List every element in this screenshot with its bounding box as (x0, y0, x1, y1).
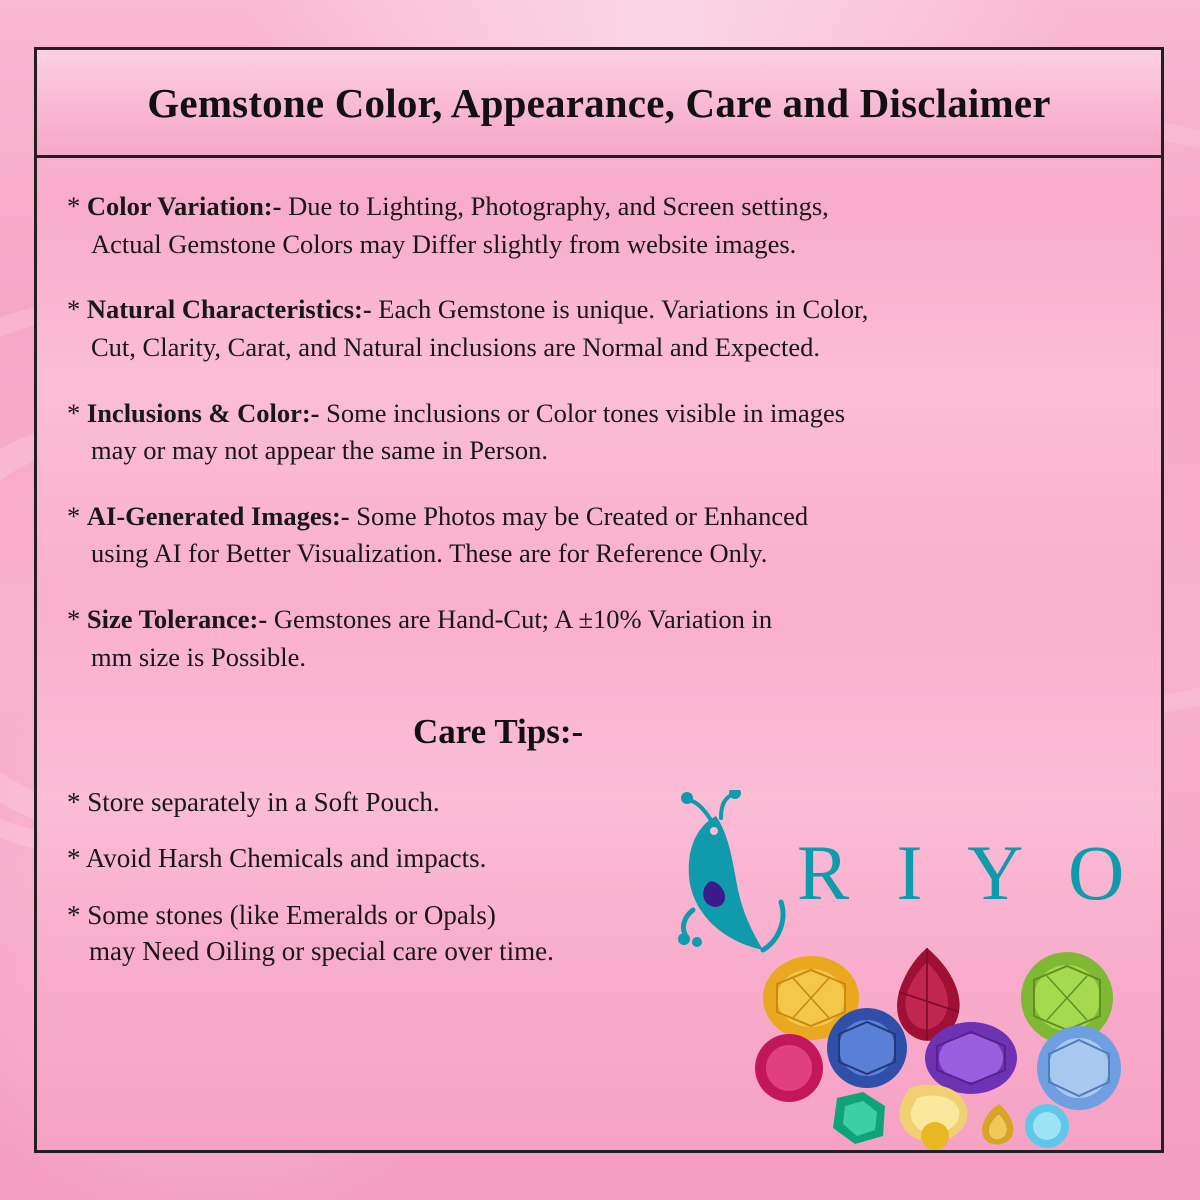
clause-size-tolerance (61, 601, 1135, 676)
bullet-star: * (67, 191, 81, 221)
clause-text-line2: Cut, Clarity, Carat, and Natural inclusions are Normal and Expected. (91, 331, 821, 362)
bullet-star: * (67, 787, 81, 818)
clause-text-line1: Some Photos may be Created or Enhanced (349, 500, 809, 531)
peacock-icon (659, 790, 809, 960)
clause-text-line2: may or may not appear the same in Person. (91, 435, 548, 466)
brand-name: R I Y O (797, 829, 1139, 916)
brand-logo (649, 790, 1164, 960)
gemstone-cluster (749, 940, 1164, 1140)
clause-text-line2: mm size is Possible. (91, 641, 306, 672)
gem-sapphire-round (827, 1008, 907, 1088)
clause-text-line1: Each Gemstone is unique. Variations in Color, (371, 294, 869, 325)
gem-golden-pear (982, 1104, 1013, 1145)
clause-text-line1: Some inclusions or Color tones visible in images (319, 397, 846, 428)
gem-ruby-round (755, 1034, 823, 1102)
care-tips-heading-row (61, 704, 1135, 778)
bullet-star: * (67, 397, 81, 428)
clause-label: Color Variation:- (86, 191, 282, 221)
clause-inclusions-color (61, 395, 1135, 470)
clause-text-line1: Due to Lighting, Photography, and Screen settings, (281, 191, 829, 221)
bullet-star: * (67, 500, 81, 531)
clause-label: Natural Characteristics:- (86, 294, 372, 325)
care-tip-text-line2: may Need Oiling or special care over time. (89, 935, 554, 966)
title-band (37, 50, 1161, 158)
clause-label: Size Tolerance:- (86, 604, 268, 634)
clause-label: AI-Generated Images:- (86, 500, 350, 531)
clause-color-variation (61, 188, 1135, 263)
gem-amethyst-oval (925, 1022, 1017, 1094)
gem-emerald-octagon (833, 1092, 885, 1144)
bullet-star: * (67, 604, 81, 634)
clause-label: Inclusions & Color:- (86, 397, 320, 428)
clause-text-line2: using AI for Better Visualization. These are for Reference Only. (91, 538, 768, 569)
care-tip-text: Avoid Harsh Chemicals and impacts. (85, 843, 487, 874)
care-tip-text: Store separately in a Soft Pouch. (87, 787, 440, 818)
gem-blue-topaz-round (1037, 1026, 1121, 1110)
clause-text-line1: Gemstones are Hand-Cut; A ±10% Variation in (267, 604, 773, 634)
care-tip-text: Some stones (like Emeralds or Opals) (87, 899, 496, 930)
bullet-star: * (67, 899, 81, 930)
bullet-star: * (67, 843, 81, 874)
clause-ai-generated-images (61, 498, 1135, 573)
gem-aqua-round-small (1025, 1104, 1069, 1148)
bullet-star: * (67, 294, 81, 325)
clause-text-line2: Actual Gemstone Colors may Differ slightly from website images. (91, 228, 797, 259)
gem-amber-round-small (921, 1122, 949, 1150)
page-title: Gemstone Color, Appearance, Care and Disclaimer (147, 79, 1051, 126)
clause-natural-characteristics (61, 291, 1135, 366)
disclaimer-card (34, 47, 1164, 1153)
gemstone-illustration (749, 940, 1164, 1150)
care-tips-heading: Care Tips:- (413, 712, 584, 752)
